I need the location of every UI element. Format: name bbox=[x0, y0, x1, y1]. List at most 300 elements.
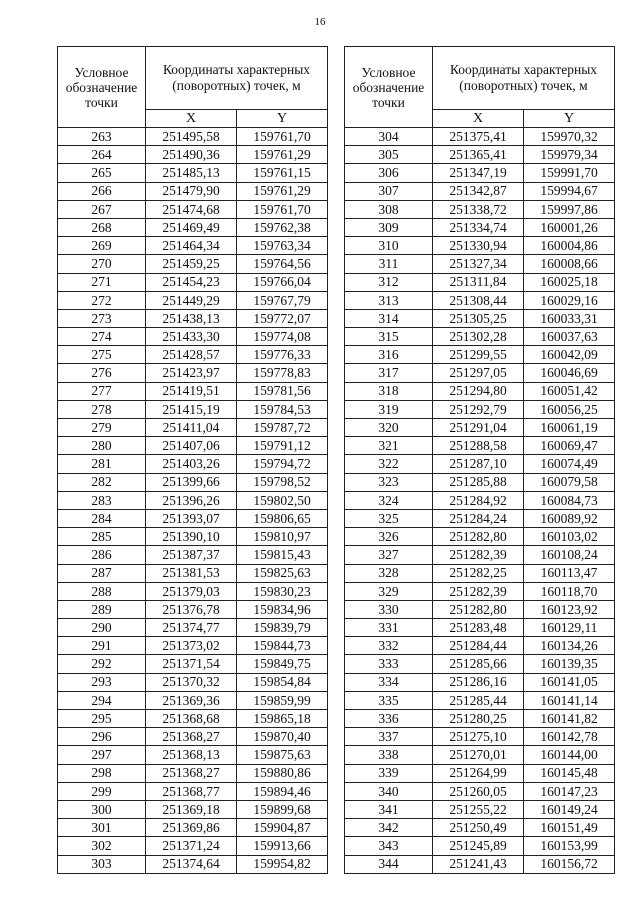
y-coordinate-cell: 160074,49 bbox=[524, 455, 615, 473]
table-row bbox=[58, 328, 328, 346]
point-number-cell: 304 bbox=[345, 128, 433, 146]
table-row bbox=[58, 800, 328, 818]
y-coordinate-cell: 159810,97 bbox=[237, 528, 328, 546]
point-number-cell: 274 bbox=[58, 328, 146, 346]
table-row bbox=[58, 582, 328, 600]
point-number-cell: 326 bbox=[345, 528, 433, 546]
x-coordinate-cell: 251308,44 bbox=[433, 291, 524, 309]
table-row bbox=[58, 819, 328, 837]
y-coordinate-cell: 159839,79 bbox=[237, 619, 328, 637]
x-coordinate-cell: 251387,37 bbox=[146, 546, 237, 564]
x-coordinate-cell: 251282,80 bbox=[433, 528, 524, 546]
table-row bbox=[58, 764, 328, 782]
table-row bbox=[345, 346, 615, 364]
table-row bbox=[58, 200, 328, 218]
point-number-cell: 328 bbox=[345, 564, 433, 582]
x-coordinate-cell: 251490,36 bbox=[146, 146, 237, 164]
table-row bbox=[345, 746, 615, 764]
x-coordinate-cell: 251469,49 bbox=[146, 218, 237, 236]
x-coordinate-cell: 251245,89 bbox=[433, 837, 524, 855]
point-number-cell: 268 bbox=[58, 218, 146, 236]
point-number-cell: 341 bbox=[345, 800, 433, 818]
table-row bbox=[345, 455, 615, 473]
point-number-cell: 300 bbox=[58, 800, 146, 818]
header-y: Y bbox=[237, 110, 328, 128]
table-row bbox=[345, 600, 615, 618]
table-row bbox=[345, 364, 615, 382]
table-row bbox=[345, 528, 615, 546]
x-coordinate-cell: 251275,10 bbox=[433, 728, 524, 746]
x-coordinate-cell: 251415,19 bbox=[146, 400, 237, 418]
y-coordinate-cell: 160118,70 bbox=[524, 582, 615, 600]
header-coordinates: Координаты характерных (поворотных) точек, м bbox=[146, 47, 328, 110]
point-number-cell: 265 bbox=[58, 164, 146, 182]
y-coordinate-cell: 159787,72 bbox=[237, 419, 328, 437]
table-row bbox=[58, 346, 328, 364]
x-coordinate-cell: 251288,58 bbox=[433, 437, 524, 455]
y-coordinate-cell: 159997,86 bbox=[524, 200, 615, 218]
x-coordinate-cell: 251368,68 bbox=[146, 710, 237, 728]
y-coordinate-cell: 159875,63 bbox=[237, 746, 328, 764]
y-coordinate-cell: 159776,33 bbox=[237, 346, 328, 364]
point-number-cell: 275 bbox=[58, 346, 146, 364]
table-row bbox=[58, 146, 328, 164]
x-coordinate-cell: 251299,55 bbox=[433, 346, 524, 364]
table-row bbox=[58, 400, 328, 418]
x-coordinate-cell: 251411,04 bbox=[146, 419, 237, 437]
table-row bbox=[345, 728, 615, 746]
header-x: X bbox=[433, 110, 524, 128]
point-number-cell: 291 bbox=[58, 637, 146, 655]
x-coordinate-cell: 251338,72 bbox=[433, 200, 524, 218]
y-coordinate-cell: 160141,05 bbox=[524, 673, 615, 691]
point-number-cell: 340 bbox=[345, 782, 433, 800]
y-coordinate-cell: 160004,86 bbox=[524, 237, 615, 255]
table-row bbox=[58, 382, 328, 400]
y-coordinate-cell: 160141,14 bbox=[524, 691, 615, 709]
x-coordinate-cell: 251370,32 bbox=[146, 673, 237, 691]
point-number-cell: 302 bbox=[58, 837, 146, 855]
point-number-cell: 316 bbox=[345, 346, 433, 364]
page-number: 16 bbox=[314, 16, 326, 28]
table-row bbox=[345, 164, 615, 182]
table-row bbox=[58, 655, 328, 673]
table-row bbox=[345, 291, 615, 309]
y-coordinate-cell: 160037,63 bbox=[524, 328, 615, 346]
point-number-cell: 277 bbox=[58, 382, 146, 400]
x-coordinate-cell: 251379,03 bbox=[146, 582, 237, 600]
table-row bbox=[345, 819, 615, 837]
point-number-cell: 269 bbox=[58, 237, 146, 255]
table-row bbox=[58, 128, 328, 146]
x-coordinate-cell: 251464,34 bbox=[146, 237, 237, 255]
y-coordinate-cell: 159762,38 bbox=[237, 218, 328, 236]
point-number-cell: 264 bbox=[58, 146, 146, 164]
table-row bbox=[345, 182, 615, 200]
point-number-cell: 330 bbox=[345, 600, 433, 618]
x-coordinate-cell: 251270,01 bbox=[433, 746, 524, 764]
table-row bbox=[58, 182, 328, 200]
table-body-right bbox=[345, 128, 615, 874]
x-coordinate-cell: 251368,27 bbox=[146, 764, 237, 782]
table-body-left bbox=[58, 128, 328, 874]
table-row bbox=[58, 728, 328, 746]
y-coordinate-cell: 160145,48 bbox=[524, 764, 615, 782]
table-row bbox=[58, 564, 328, 582]
table-row bbox=[345, 782, 615, 800]
y-coordinate-cell: 159904,87 bbox=[237, 819, 328, 837]
point-number-cell: 294 bbox=[58, 691, 146, 709]
table-row bbox=[345, 564, 615, 582]
x-coordinate-cell: 251260,05 bbox=[433, 782, 524, 800]
y-coordinate-cell: 159954,82 bbox=[237, 855, 328, 873]
point-number-cell: 276 bbox=[58, 364, 146, 382]
x-coordinate-cell: 251433,30 bbox=[146, 328, 237, 346]
y-coordinate-cell: 159870,40 bbox=[237, 728, 328, 746]
x-coordinate-cell: 251393,07 bbox=[146, 509, 237, 527]
table-row bbox=[345, 419, 615, 437]
point-number-cell: 282 bbox=[58, 473, 146, 491]
table-row bbox=[345, 764, 615, 782]
point-number-cell: 263 bbox=[58, 128, 146, 146]
point-number-cell: 314 bbox=[345, 309, 433, 327]
x-coordinate-cell: 251334,74 bbox=[433, 218, 524, 236]
table-row bbox=[345, 673, 615, 691]
table-row bbox=[345, 382, 615, 400]
x-coordinate-cell: 251282,39 bbox=[433, 582, 524, 600]
x-coordinate-cell: 251371,54 bbox=[146, 655, 237, 673]
x-coordinate-cell: 251399,66 bbox=[146, 473, 237, 491]
y-coordinate-cell: 159859,99 bbox=[237, 691, 328, 709]
x-coordinate-cell: 251449,29 bbox=[146, 291, 237, 309]
coordinates-table-right bbox=[344, 46, 615, 874]
point-number-cell: 310 bbox=[345, 237, 433, 255]
point-number-cell: 272 bbox=[58, 291, 146, 309]
table-row bbox=[58, 546, 328, 564]
table-row bbox=[58, 746, 328, 764]
x-coordinate-cell: 251255,22 bbox=[433, 800, 524, 818]
x-coordinate-cell: 251365,41 bbox=[433, 146, 524, 164]
y-coordinate-cell: 159854,84 bbox=[237, 673, 328, 691]
x-coordinate-cell: 251479,90 bbox=[146, 182, 237, 200]
table-row bbox=[345, 437, 615, 455]
y-coordinate-cell: 159802,50 bbox=[237, 491, 328, 509]
point-number-cell: 305 bbox=[345, 146, 433, 164]
table-row bbox=[58, 637, 328, 655]
table-row bbox=[58, 419, 328, 437]
x-coordinate-cell: 251286,16 bbox=[433, 673, 524, 691]
table-row bbox=[58, 364, 328, 382]
y-coordinate-cell: 159825,63 bbox=[237, 564, 328, 582]
point-number-cell: 337 bbox=[345, 728, 433, 746]
point-number-cell: 267 bbox=[58, 200, 146, 218]
point-number-cell: 306 bbox=[345, 164, 433, 182]
y-coordinate-cell: 159781,56 bbox=[237, 382, 328, 400]
x-coordinate-cell: 251368,77 bbox=[146, 782, 237, 800]
x-coordinate-cell: 251369,18 bbox=[146, 800, 237, 818]
y-coordinate-cell: 160142,78 bbox=[524, 728, 615, 746]
x-coordinate-cell: 251428,57 bbox=[146, 346, 237, 364]
x-coordinate-cell: 251284,92 bbox=[433, 491, 524, 509]
x-coordinate-cell: 251419,51 bbox=[146, 382, 237, 400]
point-number-cell: 344 bbox=[345, 855, 433, 873]
x-coordinate-cell: 251485,13 bbox=[146, 164, 237, 182]
y-coordinate-cell: 159761,29 bbox=[237, 182, 328, 200]
y-coordinate-cell: 160051,42 bbox=[524, 382, 615, 400]
y-coordinate-cell: 159849,75 bbox=[237, 655, 328, 673]
y-coordinate-cell: 160029,16 bbox=[524, 291, 615, 309]
y-coordinate-cell: 159913,66 bbox=[237, 837, 328, 855]
y-coordinate-cell: 160108,24 bbox=[524, 546, 615, 564]
y-coordinate-cell: 160144,00 bbox=[524, 746, 615, 764]
table-row bbox=[345, 200, 615, 218]
table-row bbox=[58, 710, 328, 728]
point-number-cell: 322 bbox=[345, 455, 433, 473]
x-coordinate-cell: 251287,10 bbox=[433, 455, 524, 473]
x-coordinate-cell: 251403,26 bbox=[146, 455, 237, 473]
header-point: Условное обозначение точки bbox=[345, 47, 433, 128]
y-coordinate-cell: 160008,66 bbox=[524, 255, 615, 273]
y-coordinate-cell: 159994,67 bbox=[524, 182, 615, 200]
x-coordinate-cell: 251495,58 bbox=[146, 128, 237, 146]
point-number-cell: 320 bbox=[345, 419, 433, 437]
table-row bbox=[345, 509, 615, 527]
table-row bbox=[345, 473, 615, 491]
x-coordinate-cell: 251311,84 bbox=[433, 273, 524, 291]
y-coordinate-cell: 160069,47 bbox=[524, 437, 615, 455]
point-number-cell: 312 bbox=[345, 273, 433, 291]
x-coordinate-cell: 251282,80 bbox=[433, 600, 524, 618]
point-number-cell: 297 bbox=[58, 746, 146, 764]
x-coordinate-cell: 251284,44 bbox=[433, 637, 524, 655]
y-coordinate-cell: 159794,72 bbox=[237, 455, 328, 473]
table-row bbox=[58, 691, 328, 709]
table-row bbox=[345, 491, 615, 509]
point-number-cell: 324 bbox=[345, 491, 433, 509]
table-row bbox=[58, 291, 328, 309]
point-number-cell: 298 bbox=[58, 764, 146, 782]
x-coordinate-cell: 251371,24 bbox=[146, 837, 237, 855]
point-number-cell: 313 bbox=[345, 291, 433, 309]
x-coordinate-cell: 251368,27 bbox=[146, 728, 237, 746]
point-number-cell: 285 bbox=[58, 528, 146, 546]
header-coordinates: Координаты характерных (поворотных) точек, м bbox=[433, 47, 615, 110]
x-coordinate-cell: 251285,44 bbox=[433, 691, 524, 709]
y-coordinate-cell: 159991,70 bbox=[524, 164, 615, 182]
x-coordinate-cell: 251294,80 bbox=[433, 382, 524, 400]
table-row bbox=[345, 582, 615, 600]
point-number-cell: 266 bbox=[58, 182, 146, 200]
y-coordinate-cell: 159815,43 bbox=[237, 546, 328, 564]
y-coordinate-cell: 159865,18 bbox=[237, 710, 328, 728]
table-row bbox=[345, 218, 615, 236]
y-coordinate-cell: 160153,99 bbox=[524, 837, 615, 855]
table-row bbox=[345, 855, 615, 873]
y-coordinate-cell: 160042,09 bbox=[524, 346, 615, 364]
table-row bbox=[345, 146, 615, 164]
y-coordinate-cell: 160103,02 bbox=[524, 528, 615, 546]
y-coordinate-cell: 160151,49 bbox=[524, 819, 615, 837]
x-coordinate-cell: 251305,25 bbox=[433, 309, 524, 327]
y-coordinate-cell: 159784,53 bbox=[237, 400, 328, 418]
y-coordinate-cell: 159767,79 bbox=[237, 291, 328, 309]
x-coordinate-cell: 251241,43 bbox=[433, 855, 524, 873]
point-number-cell: 329 bbox=[345, 582, 433, 600]
table-row bbox=[58, 455, 328, 473]
point-number-cell: 334 bbox=[345, 673, 433, 691]
point-number-cell: 311 bbox=[345, 255, 433, 273]
point-number-cell: 338 bbox=[345, 746, 433, 764]
point-number-cell: 343 bbox=[345, 837, 433, 855]
y-coordinate-cell: 159880,86 bbox=[237, 764, 328, 782]
point-number-cell: 288 bbox=[58, 582, 146, 600]
x-coordinate-cell: 251291,04 bbox=[433, 419, 524, 437]
point-number-cell: 289 bbox=[58, 600, 146, 618]
x-coordinate-cell: 251297,05 bbox=[433, 364, 524, 382]
y-coordinate-cell: 160084,73 bbox=[524, 491, 615, 509]
y-coordinate-cell: 160056,25 bbox=[524, 400, 615, 418]
header-point: Условное обозначение точки bbox=[58, 47, 146, 128]
y-coordinate-cell: 159761,70 bbox=[237, 200, 328, 218]
x-coordinate-cell: 251250,49 bbox=[433, 819, 524, 837]
table-row bbox=[345, 400, 615, 418]
table-row bbox=[58, 237, 328, 255]
point-number-cell: 290 bbox=[58, 619, 146, 637]
table-row bbox=[58, 255, 328, 273]
y-coordinate-cell: 159766,04 bbox=[237, 273, 328, 291]
point-number-cell: 325 bbox=[345, 509, 433, 527]
table-row bbox=[345, 691, 615, 709]
y-coordinate-cell: 160141,82 bbox=[524, 710, 615, 728]
point-number-cell: 296 bbox=[58, 728, 146, 746]
point-number-cell: 293 bbox=[58, 673, 146, 691]
point-number-cell: 270 bbox=[58, 255, 146, 273]
table-row bbox=[345, 655, 615, 673]
header-x: X bbox=[146, 110, 237, 128]
point-number-cell: 342 bbox=[345, 819, 433, 837]
point-number-cell: 303 bbox=[58, 855, 146, 873]
y-coordinate-cell: 160061,19 bbox=[524, 419, 615, 437]
point-number-cell: 280 bbox=[58, 437, 146, 455]
x-coordinate-cell: 251282,25 bbox=[433, 564, 524, 582]
y-coordinate-cell: 160149,24 bbox=[524, 800, 615, 818]
table-row bbox=[345, 237, 615, 255]
y-coordinate-cell: 159899,68 bbox=[237, 800, 328, 818]
point-number-cell: 301 bbox=[58, 819, 146, 837]
y-coordinate-cell: 160147,23 bbox=[524, 782, 615, 800]
point-number-cell: 317 bbox=[345, 364, 433, 382]
x-coordinate-cell: 251423,97 bbox=[146, 364, 237, 382]
coordinates-table-left bbox=[57, 46, 328, 874]
y-coordinate-cell: 159763,34 bbox=[237, 237, 328, 255]
point-number-cell: 339 bbox=[345, 764, 433, 782]
table-row bbox=[58, 218, 328, 236]
point-number-cell: 331 bbox=[345, 619, 433, 637]
x-coordinate-cell: 251284,24 bbox=[433, 509, 524, 527]
point-number-cell: 279 bbox=[58, 419, 146, 437]
point-number-cell: 284 bbox=[58, 509, 146, 527]
point-number-cell: 318 bbox=[345, 382, 433, 400]
table-row bbox=[58, 164, 328, 182]
point-number-cell: 286 bbox=[58, 546, 146, 564]
point-number-cell: 333 bbox=[345, 655, 433, 673]
x-coordinate-cell: 251285,66 bbox=[433, 655, 524, 673]
y-coordinate-cell: 159761,29 bbox=[237, 146, 328, 164]
table-row bbox=[345, 800, 615, 818]
point-number-cell: 299 bbox=[58, 782, 146, 800]
point-number-cell: 307 bbox=[345, 182, 433, 200]
y-coordinate-cell: 160134,26 bbox=[524, 637, 615, 655]
x-coordinate-cell: 251381,53 bbox=[146, 564, 237, 582]
y-coordinate-cell: 160113,47 bbox=[524, 564, 615, 582]
point-number-cell: 315 bbox=[345, 328, 433, 346]
x-coordinate-cell: 251396,26 bbox=[146, 491, 237, 509]
x-coordinate-cell: 251438,13 bbox=[146, 309, 237, 327]
table-row bbox=[58, 309, 328, 327]
y-coordinate-cell: 159778,83 bbox=[237, 364, 328, 382]
table-row bbox=[58, 782, 328, 800]
y-coordinate-cell: 160129,11 bbox=[524, 619, 615, 637]
y-coordinate-cell: 159774,08 bbox=[237, 328, 328, 346]
point-number-cell: 283 bbox=[58, 491, 146, 509]
point-number-cell: 278 bbox=[58, 400, 146, 418]
y-coordinate-cell: 160139,35 bbox=[524, 655, 615, 673]
table-row bbox=[58, 619, 328, 637]
table-row bbox=[58, 600, 328, 618]
x-coordinate-cell: 251407,06 bbox=[146, 437, 237, 455]
point-number-cell: 332 bbox=[345, 637, 433, 655]
point-number-cell: 323 bbox=[345, 473, 433, 491]
point-number-cell: 292 bbox=[58, 655, 146, 673]
x-coordinate-cell: 251283,48 bbox=[433, 619, 524, 637]
y-coordinate-cell: 160123,92 bbox=[524, 600, 615, 618]
x-coordinate-cell: 251374,77 bbox=[146, 619, 237, 637]
table-row bbox=[345, 128, 615, 146]
y-coordinate-cell: 159830,23 bbox=[237, 582, 328, 600]
x-coordinate-cell: 251369,36 bbox=[146, 691, 237, 709]
x-coordinate-cell: 251369,86 bbox=[146, 819, 237, 837]
point-number-cell: 309 bbox=[345, 218, 433, 236]
y-coordinate-cell: 160001,26 bbox=[524, 218, 615, 236]
y-coordinate-cell: 159834,96 bbox=[237, 600, 328, 618]
y-coordinate-cell: 159772,07 bbox=[237, 309, 328, 327]
x-coordinate-cell: 251368,13 bbox=[146, 746, 237, 764]
x-coordinate-cell: 251374,64 bbox=[146, 855, 237, 873]
point-number-cell: 287 bbox=[58, 564, 146, 582]
y-coordinate-cell: 160033,31 bbox=[524, 309, 615, 327]
table-row bbox=[58, 273, 328, 291]
point-number-cell: 271 bbox=[58, 273, 146, 291]
y-coordinate-cell: 159761,15 bbox=[237, 164, 328, 182]
point-number-cell: 336 bbox=[345, 710, 433, 728]
table-row bbox=[58, 837, 328, 855]
y-coordinate-cell: 159970,32 bbox=[524, 128, 615, 146]
x-coordinate-cell: 251342,87 bbox=[433, 182, 524, 200]
table-row bbox=[345, 710, 615, 728]
y-coordinate-cell: 159761,70 bbox=[237, 128, 328, 146]
y-coordinate-cell: 159798,52 bbox=[237, 473, 328, 491]
header-y: Y bbox=[524, 110, 615, 128]
y-coordinate-cell: 159894,46 bbox=[237, 782, 328, 800]
y-coordinate-cell: 159806,65 bbox=[237, 509, 328, 527]
x-coordinate-cell: 251292,79 bbox=[433, 400, 524, 418]
table-row bbox=[58, 437, 328, 455]
table-row bbox=[345, 837, 615, 855]
x-coordinate-cell: 251285,88 bbox=[433, 473, 524, 491]
point-number-cell: 295 bbox=[58, 710, 146, 728]
point-number-cell: 335 bbox=[345, 691, 433, 709]
table-row bbox=[345, 619, 615, 637]
